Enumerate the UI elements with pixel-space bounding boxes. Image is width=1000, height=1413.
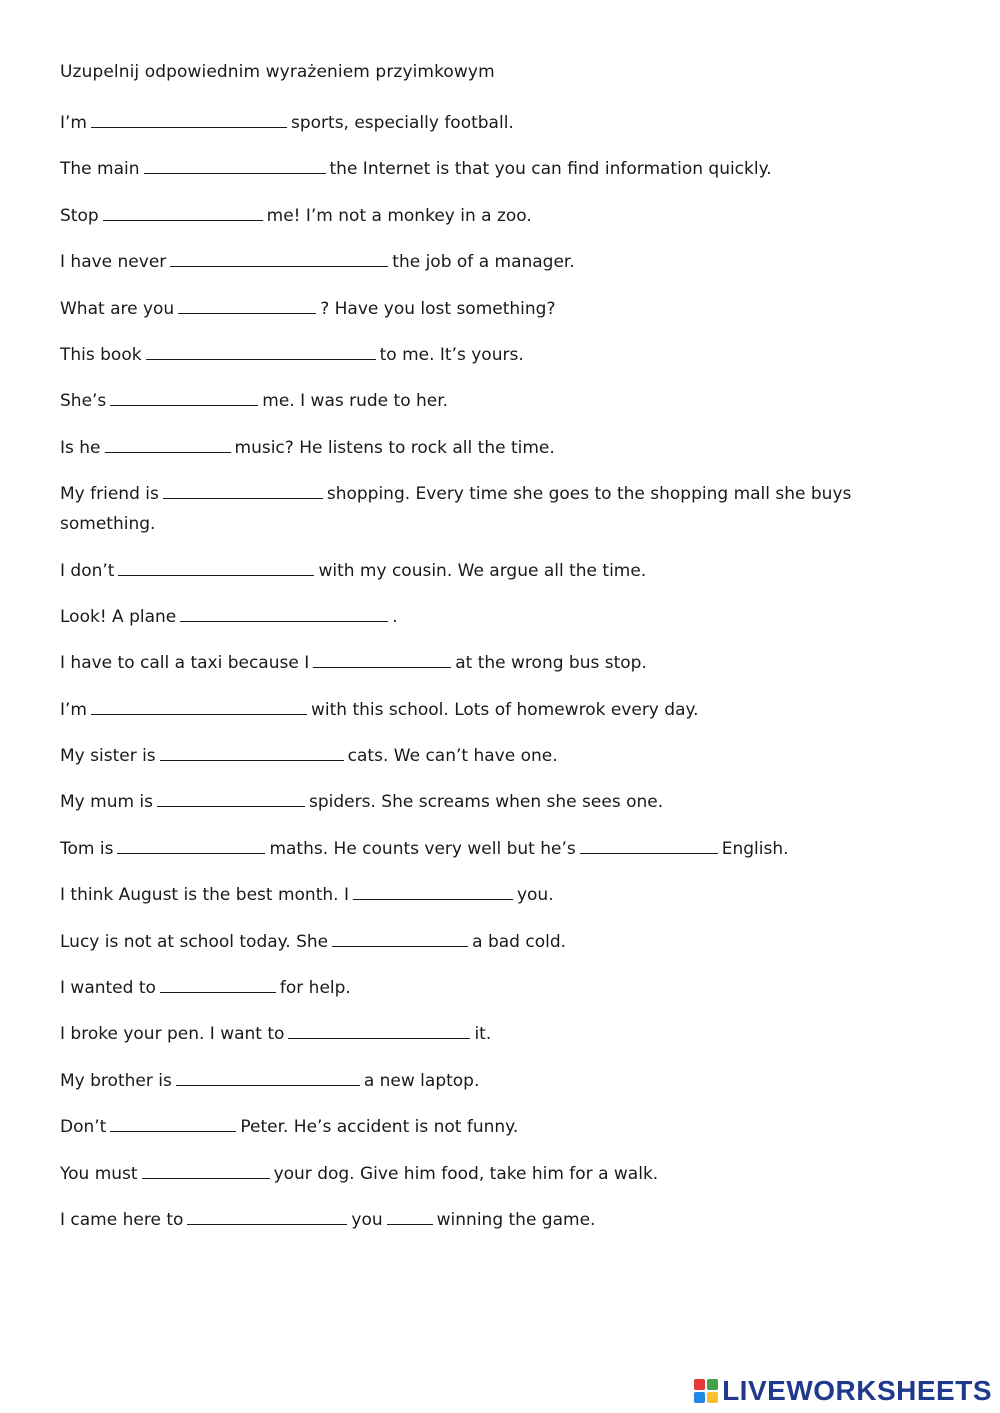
sentence-text: shopping. Every time she goes to the shopping mall she buys something. <box>60 484 852 535</box>
sentence-text: This book <box>60 344 142 365</box>
sentence-text: I think August is the best month. I <box>60 885 349 906</box>
sentence-text: She’s <box>60 391 107 412</box>
sentence-text: spiders. She screams when she sees one. <box>309 792 664 813</box>
sentence-3 <box>60 201 920 231</box>
sentence-text: Tom is <box>60 838 114 859</box>
answer-blank[interactable] <box>118 557 314 576</box>
sentence-5 <box>60 294 920 324</box>
sentence-text: Don’t <box>60 1117 107 1138</box>
sentence-text: for help. <box>279 978 351 999</box>
sentence-text: I broke your pen. I want to <box>60 1024 285 1045</box>
sentence-8 <box>60 433 920 463</box>
sentence-text: music? He listens to rock all the time. <box>234 437 555 458</box>
answer-blank[interactable] <box>110 1113 236 1132</box>
sentence-text: a bad cold. <box>472 931 567 952</box>
sentence-11 <box>60 602 920 632</box>
sentence-text: ? Have you lost something? <box>320 298 556 319</box>
sentence-20 <box>60 1019 920 1049</box>
sentence-text: your dog. Give him food, take him for a walk. <box>273 1163 659 1184</box>
sentence-text: to me. It’s yours. <box>379 344 524 365</box>
sentence-2 <box>60 154 920 184</box>
sentence-text: the job of a manager. <box>392 252 575 273</box>
sentence-text: I’m <box>60 113 87 133</box>
answer-blank[interactable] <box>580 835 718 854</box>
sentence-text: . <box>392 606 398 627</box>
sentence-text: you. <box>516 885 554 906</box>
answer-blank[interactable] <box>142 1160 270 1179</box>
answer-blank[interactable] <box>163 480 323 499</box>
logo-square-green <box>707 1379 718 1390</box>
sentence-text: me. I was rude to her. <box>262 391 449 412</box>
sentence-6 <box>60 340 920 370</box>
sentence-text: I’m <box>60 699 87 720</box>
sentence-text: maths. He counts very well but he’s <box>269 838 576 859</box>
sentence-10 <box>60 556 920 586</box>
sentence-text: My friend is <box>60 484 159 505</box>
sentence-14 <box>60 741 920 771</box>
answer-blank[interactable] <box>170 248 388 267</box>
sentence-text: Is he <box>60 437 101 458</box>
sentence-21 <box>60 1066 920 1096</box>
answer-blank[interactable] <box>313 649 451 668</box>
sentence-text: with my cousin. We argue all the time. <box>318 560 647 581</box>
sentence-9 <box>60 479 920 539</box>
sentence-text: I don’t <box>60 560 115 581</box>
sentence-text: My mum is <box>60 792 154 813</box>
sentence-22 <box>60 1112 920 1142</box>
sentence-4 <box>60 247 920 277</box>
logo-square-red <box>694 1379 705 1390</box>
liveworksheets-logo <box>694 1375 992 1407</box>
sentence-text: English. <box>721 838 789 859</box>
sentence-13 <box>60 695 920 725</box>
sentence-text: My brother is <box>60 1070 172 1091</box>
logo-square-yellow <box>707 1392 718 1403</box>
answer-blank[interactable] <box>146 341 376 360</box>
answer-blank[interactable] <box>144 155 326 174</box>
sentence-text: I have never <box>60 252 167 273</box>
answer-blank[interactable] <box>187 1206 347 1225</box>
sentence-text: at the wrong bus stop. <box>455 653 647 674</box>
sentence-12 <box>60 648 920 678</box>
sentence-text: Peter. He’s accident is not funny. <box>240 1117 519 1138</box>
sentence-16 <box>60 834 920 864</box>
sentence-text: sports, especially football. <box>290 113 514 133</box>
sentence-23 <box>60 1159 920 1189</box>
answer-blank[interactable] <box>176 1067 360 1086</box>
sentence-7 <box>60 386 920 416</box>
answer-blank[interactable] <box>288 1020 470 1039</box>
sentence-text: cats. We can’t have one. <box>347 746 558 767</box>
sentence-24 <box>60 1205 920 1235</box>
liveworksheets-logo-mark-icon <box>694 1379 718 1403</box>
sentence-18 <box>60 927 920 957</box>
sentence-text: Lucy is not at school today. She <box>60 931 329 952</box>
answer-blank[interactable] <box>160 974 276 993</box>
sentence-text: me! I’m not a monkey in a zoo. <box>266 205 532 226</box>
answer-blank[interactable] <box>157 788 305 807</box>
instruction-text: Uzupelnij odpowiednim wyrażeniem przyimkowym <box>60 62 495 82</box>
answer-blank[interactable] <box>387 1206 433 1225</box>
answer-blank[interactable] <box>332 928 468 947</box>
sentence-text: What are you <box>60 298 175 319</box>
sentence-17 <box>60 880 920 910</box>
answer-blank[interactable] <box>160 742 344 761</box>
logo-square-blue <box>694 1392 705 1403</box>
sentence-text: I came here to <box>60 1209 184 1230</box>
sentence-text: I have to call a taxi because I <box>60 653 310 674</box>
sentence-text: Stop <box>60 205 99 226</box>
sentence-text: you <box>351 1209 383 1230</box>
answer-blank[interactable] <box>178 295 316 314</box>
sentence-text: winning the game. <box>436 1209 596 1230</box>
answer-blank[interactable] <box>117 835 265 854</box>
sentence-15 <box>60 787 920 817</box>
sentence-text: the Internet is that you can find information quickly. <box>329 159 772 180</box>
sentence-19 <box>60 973 920 1003</box>
answer-blank[interactable] <box>353 881 513 900</box>
sentence-text: with this school. Lots of homewrok every day. <box>310 699 699 720</box>
answer-blank[interactable] <box>110 387 258 406</box>
sentence-text: a new laptop. <box>363 1070 480 1091</box>
sentence-text: My sister is <box>60 746 156 767</box>
answer-blank[interactable] <box>91 109 287 128</box>
answer-blank[interactable] <box>105 434 231 453</box>
sentence-text: You must <box>60 1163 138 1184</box>
sentence-text: it. <box>474 1024 492 1045</box>
answer-blank[interactable] <box>91 696 307 715</box>
sentence-text: The main <box>60 159 140 180</box>
sentence-text: Look! A plane <box>60 606 177 627</box>
logo-text: LIVEWORKSHEETS <box>722 1375 992 1406</box>
answer-blank[interactable] <box>103 202 263 221</box>
sentence-1 <box>60 108 920 138</box>
sentence-text: I wanted to <box>60 978 156 999</box>
sentence-list <box>60 108 920 1251</box>
answer-blank[interactable] <box>180 603 388 622</box>
